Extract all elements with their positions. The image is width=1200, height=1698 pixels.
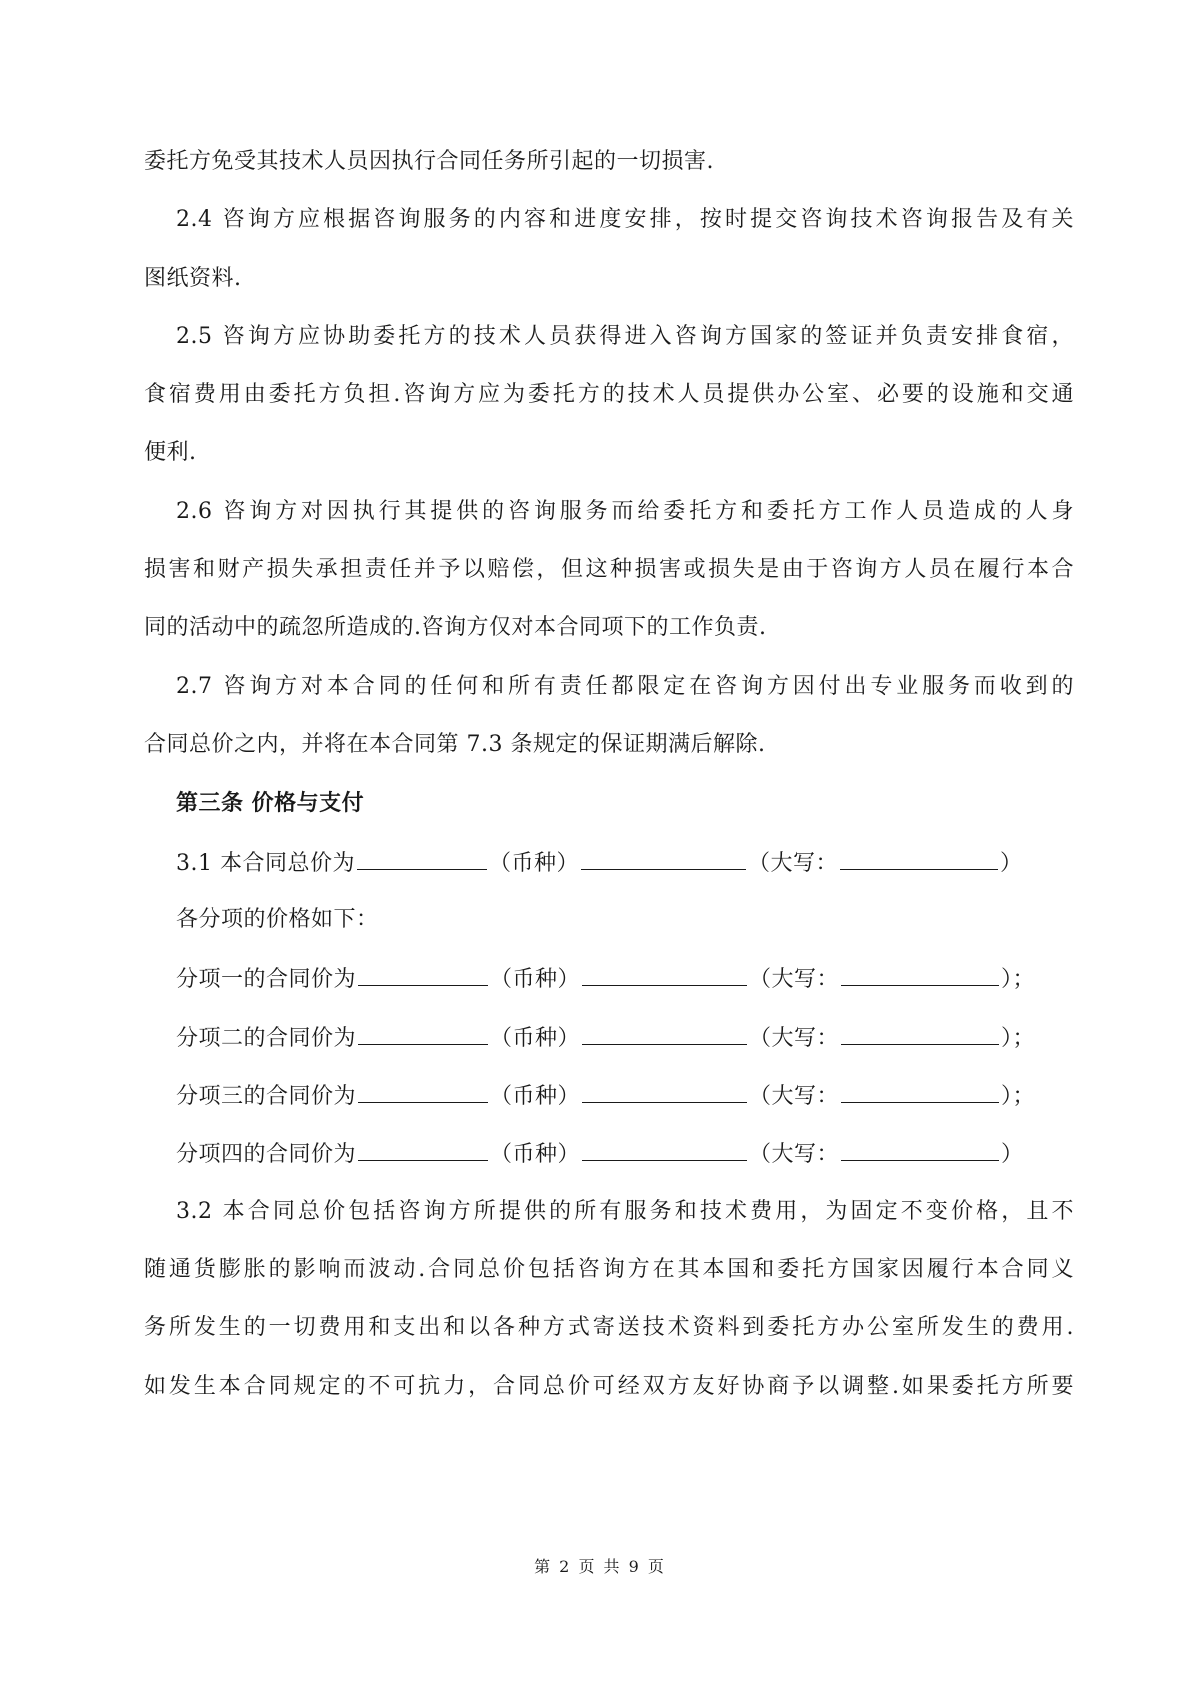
item-3-daxie-blank[interactable] [841, 1080, 999, 1103]
item-4-price-blank[interactable] [358, 1138, 488, 1161]
close-paren-semicolon: ）； [1001, 1084, 1036, 1109]
clause-2-5-line-1: 2.5 咨询方应协助委托方的技术人员获得进入咨询方国家的签证并负责安排食宿， [176, 324, 1074, 349]
currency-label: （币种） [490, 1084, 581, 1109]
clause-3-1-line-1 [176, 847, 1074, 879]
close-paren: ） [1001, 1142, 1024, 1167]
daxie-label: （大写： [749, 1142, 840, 1167]
item-4-prefix: 分项四的合同价为 [176, 1142, 357, 1167]
item-1-prefix: 分项一的合同价为 [176, 967, 357, 992]
item-3-line [176, 1080, 1074, 1112]
item-4-currency-blank[interactable] [582, 1138, 747, 1161]
item-2-line [176, 1022, 1074, 1054]
daxie-label: （大写： [749, 1084, 840, 1109]
clause-2-5-line-2: 食宿费用由委托方负担.咨询方应为委托方的技术人员提供办公室、必要的设施和交通 [144, 382, 1074, 407]
item-1-daxie-blank[interactable] [841, 963, 999, 986]
clause-3-2-line-2: 随通货膨胀的影响而波动.合同总价包括咨询方在其本国和委托方国家因履行本合同义 [144, 1257, 1074, 1282]
clause-2-6-line-2: 损害和财产损失承担责任并予以赔偿，但这种损害或损失是由于咨询方人员在履行本合 [144, 557, 1074, 582]
daxie-label: （大写： [749, 1026, 840, 1051]
item-1-currency-blank[interactable] [582, 963, 747, 986]
item-4-line [176, 1138, 1074, 1170]
item-3-prefix: 分项三的合同价为 [176, 1084, 357, 1109]
item-2-prefix: 分项二的合同价为 [176, 1026, 357, 1051]
clause-2-5-line-3: 便利. [144, 440, 197, 465]
item-4-daxie-blank[interactable] [841, 1138, 999, 1161]
close-paren-semicolon: ）； [1001, 967, 1036, 992]
page-footer: 第 2 页 共 9 页 [534, 1557, 666, 1576]
section-3-heading: 第三条 价格与支付 [176, 791, 365, 816]
item-2-currency-blank[interactable] [582, 1022, 747, 1045]
clause-2-4-line-2: 图纸资料. [144, 266, 242, 291]
currency-label: （币种） [488, 851, 579, 876]
clause-3-2-line-1: 3.2 本合同总价包括咨询方所提供的所有服务和技术费用，为固定不变价格，且不 [176, 1199, 1074, 1224]
daxie-blank[interactable] [840, 847, 998, 870]
daxie-label: （大写： [749, 967, 840, 992]
item-1-line [176, 963, 1074, 995]
clause-2-7-line-1: 2.7 咨询方对本合同的任何和所有责任都限定在咨询方因付出专业服务而收到的 [176, 674, 1074, 699]
item-1-price-blank[interactable] [358, 963, 488, 986]
clause-2-7-line-2: 合同总价之内，并将在本合同第 7.3 条规定的保证期满后解除. [144, 732, 766, 757]
close-paren-semicolon: ）； [1001, 1026, 1036, 1051]
clause-2-6-line-1: 2.6 咨询方对因执行其提供的咨询服务而给委托方和委托方工作人员造成的人身 [176, 499, 1074, 524]
daxie-label: （大写： [748, 851, 839, 876]
currency-label: （币种） [490, 967, 581, 992]
item-3-currency-blank[interactable] [582, 1080, 747, 1103]
paragraph-line: 委托方免受其技术人员因执行合同任务所引起的一切损害. [144, 149, 714, 174]
item-3-price-blank[interactable] [358, 1080, 488, 1103]
clause-3-2-line-3: 务所发生的一切费用和支出和以各种方式寄送技术资料到委托方办公室所发生的费用. [144, 1315, 1074, 1340]
clause-2-6-line-3: 同的活动中的疏忽所造成的.咨询方仅对本合同项下的工作负责. [144, 615, 767, 640]
close-paren: ） [1000, 851, 1023, 876]
clause-2-4-line-1: 2.4 咨询方应根据咨询服务的内容和进度安排，按时提交咨询技术咨询报告及有关 [176, 207, 1074, 232]
item-2-price-blank[interactable] [358, 1022, 488, 1045]
total-price-blank[interactable] [357, 847, 487, 870]
clause-3-2-line-4: 如发生本合同规定的不可抗力，合同总价可经双方友好协商予以调整.如果委托方所要 [144, 1374, 1074, 1399]
item-2-daxie-blank[interactable] [841, 1022, 999, 1045]
clause-3-1-prefix: 3.1 本合同总价为 [176, 851, 355, 876]
currency-label: （币种） [490, 1142, 581, 1167]
currency-blank[interactable] [581, 847, 746, 870]
clause-3-1-line-2: 各分项的价格如下： [176, 907, 379, 932]
currency-label: （币种） [490, 1026, 581, 1051]
